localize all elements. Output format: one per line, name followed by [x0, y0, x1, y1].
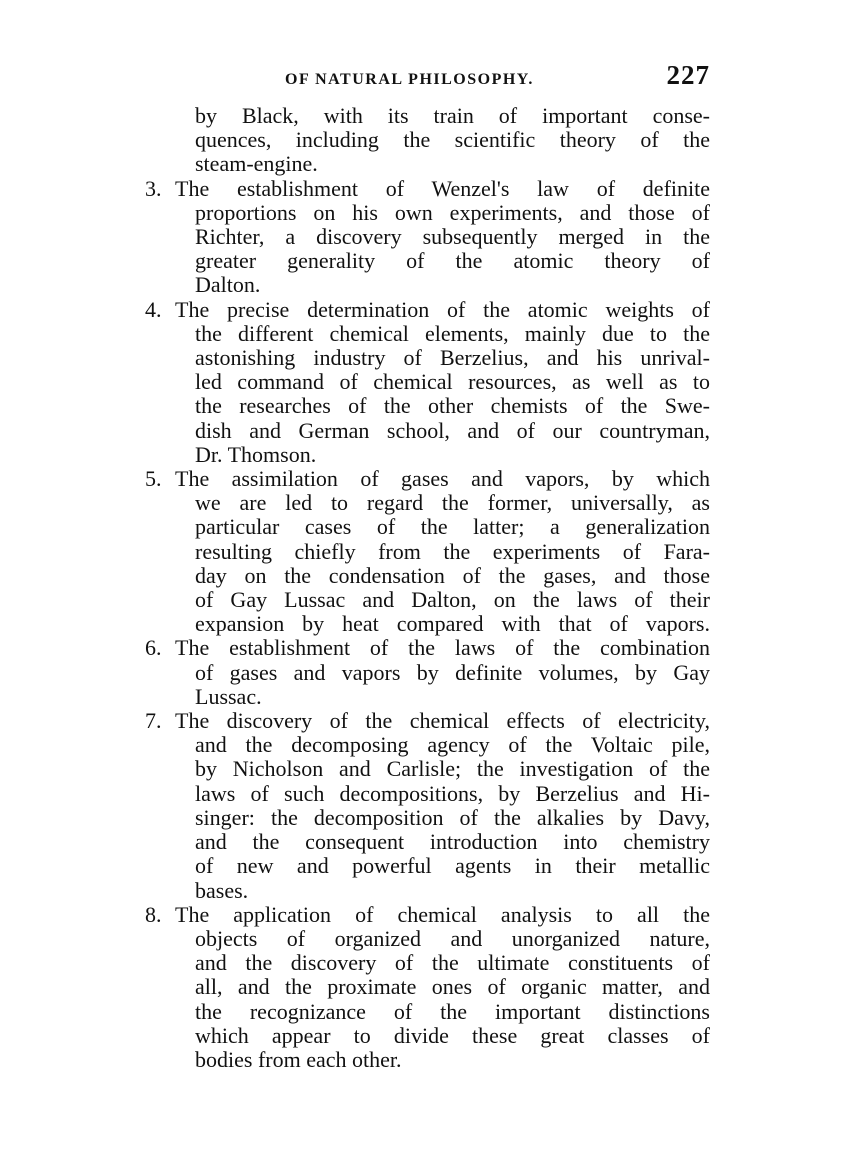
text-line: Dalton. — [195, 272, 261, 298]
text-line: which appear to divide these great classes of — [195, 1022, 710, 1048]
list-item-8 — [145, 903, 710, 1072]
text-line: particular cases of the latter; a generalization — [195, 514, 710, 540]
list-item-5 — [145, 467, 710, 636]
item-number: 5. — [145, 466, 162, 492]
page-body — [145, 104, 710, 1072]
list-item-4 — [145, 298, 710, 467]
text-line: Richter, a discovery subsequently merged in the — [195, 224, 710, 250]
list-item-6 — [145, 636, 710, 709]
text-line: proportions on his own experiments, and those of — [195, 199, 710, 225]
text-line: laws of such decompositions, by Berzelius and Hi- — [195, 780, 710, 806]
text-line: of gases and vapors by definite volumes, by Gay — [195, 659, 710, 685]
running-head: OF NATURAL PHILOSOPHY. — [285, 71, 534, 88]
text-line: The precise determination of the atomic weights of — [175, 296, 710, 322]
text-line: of new and powerful agents in their metallic — [195, 853, 710, 879]
item-text — [175, 177, 710, 298]
item-text — [175, 636, 710, 709]
item-number: 8. — [145, 901, 162, 927]
text-line: bodies from each other. — [195, 1046, 402, 1072]
text-line: of Gay Lussac and Dalton, on the laws of their — [195, 587, 710, 613]
text-line: astonishing industry of Berzelius, and his unrival- — [195, 345, 710, 371]
continuation-paragraph — [145, 104, 710, 177]
text-line: and the discovery of the ultimate constituents of — [195, 950, 710, 976]
text-line: singer: the decomposition of the alkalies by Davy, — [195, 804, 710, 830]
text-line: we are led to regard the former, universally, as — [195, 490, 710, 516]
text-line: all, and the proximate ones of organic matter, and — [195, 974, 710, 1000]
text-line: greater generality of the atomic theory of — [195, 248, 710, 274]
page-number: 227 — [666, 60, 710, 90]
item-number: 6. — [145, 635, 162, 661]
text-line: Dr. Thomson. — [195, 441, 317, 467]
text-line: led command of chemical resources, as well as to — [195, 369, 710, 395]
item-number: 4. — [145, 296, 162, 322]
text-line: and the decomposing agency of the Voltaic pile, — [195, 732, 710, 758]
list-item-7 — [145, 709, 710, 903]
text-line: the recognizance of the important distinctions — [195, 998, 710, 1024]
text-line: by Black, with its train of important conse- — [195, 103, 710, 128]
item-number: 7. — [145, 708, 162, 734]
text-line: bases. — [195, 877, 249, 903]
text-line: the different chemical elements, mainly due to the — [195, 320, 710, 346]
text-line: The assimilation of gases and vapors, by which — [175, 466, 710, 492]
item-text — [175, 709, 710, 903]
text-line: Lussac. — [195, 683, 262, 709]
item-text — [175, 298, 710, 467]
item-number: 3. — [145, 175, 162, 201]
text-line: day on the condensation of the gases, and those — [195, 562, 710, 588]
text-line: The discovery of the chemical effects of electricity, — [175, 708, 710, 734]
text-line: by Nicholson and Carlisle; the investigation of the — [195, 756, 710, 782]
text-line: dish and German school, and of our countryman, — [195, 417, 710, 443]
text-line: and the consequent introduction into chemistry — [195, 829, 710, 855]
list-item-3 — [145, 177, 710, 298]
text-line: expansion by heat compared with that of vapors. — [195, 611, 710, 637]
text-line: The establishment of Wenzel's law of definite — [175, 175, 710, 201]
text-line: objects of organized and unorganized nature, — [195, 925, 710, 951]
text-line: resulting chiefly from the experiments of Fara- — [195, 538, 710, 564]
text-line: The establishment of the laws of the combination — [175, 635, 710, 661]
text-line: The application of chemical analysis to all the — [175, 901, 710, 927]
text-line: quences, including the scientific theory of the — [195, 127, 710, 153]
text-line: the researches of the other chemists of the Swe- — [195, 393, 710, 419]
text-line: steam-engine. — [195, 151, 318, 177]
item-text — [175, 467, 710, 636]
page-header — [285, 60, 710, 90]
item-text — [175, 903, 710, 1072]
